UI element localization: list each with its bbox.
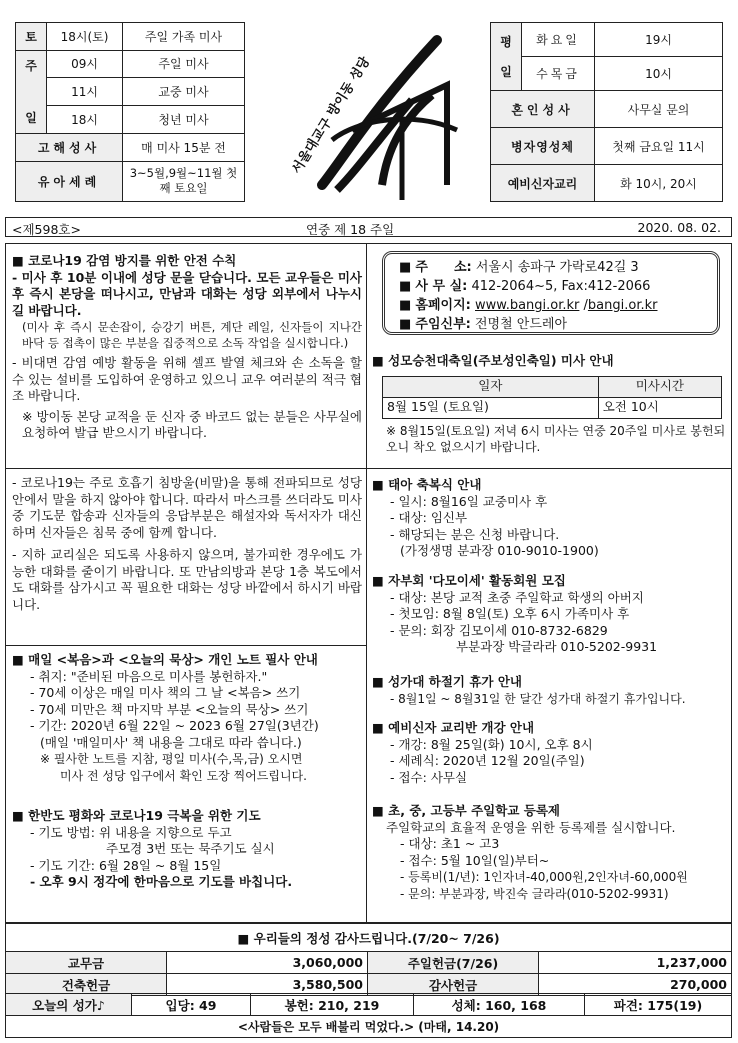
list-item: - 대상: 임신부 xyxy=(390,510,468,525)
scripture-verse: <사람들은 모두 배불리 먹었다.> (마태, 14.20) xyxy=(6,1016,732,1038)
website-link[interactable]: www.bangi.or.kr xyxy=(475,298,580,313)
section-title: ■ 태아 축복식 안내 xyxy=(372,477,482,492)
list-item: - 세례식: 2020년 12월 20일(주일) xyxy=(390,753,585,768)
baptism-label: 유아세례 xyxy=(16,161,123,201)
divider xyxy=(366,468,732,469)
office-line: ■ 사 무 실: 412-2064~5, Fax:412-2066 xyxy=(399,279,651,294)
list-item: - 접수: 5월 10일(일)부터~ xyxy=(400,852,550,868)
table-header: 미사시간 xyxy=(598,376,721,397)
list-item: - 문의: 부분과장, 박진숙 글라라(010-5202-9931) xyxy=(400,886,669,901)
section-title: ■ 성모승천대축일(주보성인축일) 미사 안내 xyxy=(372,353,614,368)
list-item: (가정생명 분과장 010-9010-1900) xyxy=(400,543,599,558)
weekday-day: 화요일 xyxy=(522,23,595,57)
mass-time: 18시 xyxy=(47,106,123,134)
table-header: 일자 xyxy=(383,376,599,397)
confession-label: 고해성사 xyxy=(16,134,123,162)
issue-bar xyxy=(5,217,732,237)
list-item: 부분과장 박글라라 010-5202-9931 xyxy=(456,639,658,654)
weekday-day: 수목금 xyxy=(522,57,595,91)
hymn-table xyxy=(5,993,732,1038)
marriage-label: 혼인성사 xyxy=(491,91,595,128)
hymn-label: 오늘의 성가♪ xyxy=(6,994,132,1016)
list-item: - 오후 9시 정각에 한마음으로 기도를 바칩니다. xyxy=(30,874,293,889)
list-item: - 취지: "준비된 마음으로 미사를 봉헌하자." xyxy=(30,668,268,684)
offering-label: 교무금 xyxy=(6,952,167,974)
feast-section xyxy=(372,353,727,455)
list-item: - 첫모임: 8월 8일(토) 오후 6시 가족미사 후 xyxy=(390,606,630,621)
list-item: - 문의: 회장 김모이세 010-8732-6829 xyxy=(390,622,608,638)
section-title: ■ 매일 <복음>과 <오늘의 묵상> 개인 노트 필사 안내 xyxy=(12,652,318,667)
logo-text: 서울대교구 방이동 성당 xyxy=(289,54,374,177)
address-line: ■ 주 소: 서울시 송파구 가락로42길 3 xyxy=(399,260,639,275)
offering-amount: 1,237,000 xyxy=(539,952,732,974)
list-item: - 일시: 8월16일 교중미사 후 xyxy=(390,493,548,509)
pastor-line: ■ 주임신부: 전명철 안드레아 xyxy=(399,317,568,332)
sick-communion-label: 병자영성체 xyxy=(491,128,595,165)
list-item: - 접수: 사무실 xyxy=(390,769,468,785)
list-item: 주모경 3번 또는 묵주기도 실시 xyxy=(106,841,275,856)
liturgical-week: 연중 제 18 주일 xyxy=(306,222,395,237)
mass-name: 주일 가족 미사 xyxy=(123,23,245,51)
list-item: - 70세 이상은 매일 미사 책의 그 날 <복음> 쓰기 xyxy=(30,685,301,700)
hymn-entrance: 입당: 49 xyxy=(132,994,251,1016)
mass-name: 주일 미사 xyxy=(123,50,245,78)
hymn-recessional: 파견: 175(19) xyxy=(585,994,732,1016)
section-title: ■ 한반도 평화와 코로나19 극복을 위한 기도 xyxy=(12,808,261,823)
hymn-offertory: 봉헌: 210, 219 xyxy=(251,994,414,1016)
offering-title: ■ 우리들의 정성 감사드립니다.(7/20~ 7/26) xyxy=(6,924,732,952)
issue-date: 2020. 08. 02. xyxy=(637,220,721,235)
list-item: - 대상: 본당 교적 초중 주일학교 학생의 아버지 xyxy=(390,589,644,605)
section-title: ■ 초, 중, 고등부 주일학교 등록제 xyxy=(372,803,560,818)
section-title: ■ 코로나19 감염 방지를 위한 안전 수칙 xyxy=(12,253,237,268)
column-divider xyxy=(366,243,367,923)
fetus-blessing-section xyxy=(372,477,727,560)
list-item: ※ 필사한 노트를 지참, 평일 미사(수,목,금) 오시면 xyxy=(40,752,303,766)
hymn-communion: 성체: 160, 168 xyxy=(414,994,585,1016)
list-item: 미사 전 성당 입구에서 확인 도장 찍어드립니다. xyxy=(60,768,307,783)
list-item: - 8월1일 ~ 8월31일 한 달간 성가대 하절기 휴가입니다. xyxy=(390,691,686,706)
feast-note: ※ 8월15일(토요일) 저녁 6시 미사는 연중 20주일 미사로 봉헌되오니 착오 없으시기 바랍니다. xyxy=(386,423,726,454)
section-title: ■ 성가대 하절기 휴가 안내 xyxy=(372,674,522,689)
marriage-value: 사무실 문의 xyxy=(595,91,723,128)
list-item: - 개강: 8월 25일(화) 10시, 오후 8시 xyxy=(390,736,593,752)
list-item: - 등록비(1/년): 1인자녀-40,000원,2인자녀-60,000원 xyxy=(400,870,688,884)
rule-text: - 지하 교리실은 되도록 사용하지 않으며, 불가피한 경우에도 가능한 대화를 줄이기 바랍니다. 또 만남의방과 본당 1층 복도에서도 대화를 삼가시고 꼭 필요한 대화는 성당 바깥에서 하시기 바랍니다. xyxy=(12,547,362,612)
rule-note: (미사 후 즉시 문손잡이, 승강기 버튼, 계단 레일, 신자들이 지나간 바닥 등 접촉이 많은 부분을 집중적으로 소독 작업을 실시합니다.) xyxy=(22,320,362,350)
offering-label: 감사헌금 xyxy=(368,974,539,996)
catechumen-label: 예비신자교리 xyxy=(491,165,595,202)
list-item: - 기도 기간: 6월 28일 ~ 8월 15일 xyxy=(30,857,222,873)
sunday-school-section xyxy=(372,803,727,902)
safety-rules-section xyxy=(12,253,362,442)
issue-number: <제598호> xyxy=(12,222,81,237)
sunday-label: 주 일 xyxy=(16,50,47,134)
choir-section xyxy=(372,674,727,707)
divider xyxy=(5,468,366,469)
mass-name: 교중 미사 xyxy=(123,78,245,106)
website-link-2[interactable]: bangi.or.kr xyxy=(587,298,658,313)
catechumen-value: 화 10시, 20시 xyxy=(595,165,723,202)
weekday-table xyxy=(490,22,723,202)
table-cell: 오전 10시 xyxy=(598,397,721,418)
offering-table xyxy=(5,923,732,996)
prayer-section xyxy=(12,808,362,891)
baptism-value: 3~5월,9월~11월 첫째 토요일 xyxy=(123,161,245,201)
offering-amount: 270,000 xyxy=(539,974,732,996)
list-item: - 기도 방법: 위 내용을 지향으로 두고 xyxy=(30,824,232,840)
list-item: - 70세 미만은 책 마지막 부분 <오늘의 묵상> 쓰기 xyxy=(30,701,309,717)
weekday-label: 평 일 xyxy=(491,23,522,91)
offering-amount: 3,580,500 xyxy=(167,974,368,996)
fathers-club-section xyxy=(372,573,727,656)
website-line: ■ 홈페이지: www.bangi.or.kr /bangi.or.kr xyxy=(399,298,658,313)
mass-time: 18시(토) xyxy=(47,23,123,51)
feast-table xyxy=(382,376,722,419)
divider xyxy=(5,645,366,646)
rule-note: ※ 방이동 본당 교적을 둔 신자 중 바코드 없는 분들은 사무실에 요청하여 발급 받으시기 바랍니다. xyxy=(22,408,363,440)
section-title: ■ 자부회 '다모이세' 활동회원 모집 xyxy=(372,573,566,588)
offering-amount: 3,060,000 xyxy=(167,952,368,974)
mass-time: 09시 xyxy=(47,50,123,78)
rule-text: - 비대면 감염 예방 활동을 위해 셀프 발열 체크와 손 소독을 할 수 있는 설비를 도입하여 운영하고 있으니 교우 여러분의 적극 협조 바랍니다. xyxy=(12,355,362,403)
weekday-time: 19시 xyxy=(595,23,723,57)
list-item: - 기간: 2020년 6월 22일 ~ 2023 6월 27일(3년간) xyxy=(30,718,319,733)
sick-communion-value: 첫째 금요일 11시 xyxy=(595,128,723,165)
confession-value: 매 미사 15분 전 xyxy=(123,134,245,162)
school-intro: 주일학교의 효율적 운영을 위한 등록제를 실시합니다. xyxy=(386,819,676,835)
mass-time: 11시 xyxy=(47,78,123,106)
transcription-section xyxy=(12,652,362,784)
offering-label: 건축헌금 xyxy=(6,974,167,996)
list-item: - 대상: 초1 ~ 고3 xyxy=(400,836,500,851)
table-cell: 8월 15일 (토요일) xyxy=(383,397,599,418)
section-title: ■ 예비신자 교리반 개강 안내 xyxy=(372,720,535,735)
parish-logo xyxy=(262,10,477,210)
safety-rules-section-2 xyxy=(12,475,362,613)
list-item: (매일 '매일미사' 책 내용을 그대로 따라 씁니다.) xyxy=(40,734,302,750)
catechism-section xyxy=(372,720,727,786)
saturday-label: 토 xyxy=(16,23,47,51)
list-item: - 해당되는 분은 신청 바랍니다. xyxy=(390,526,560,542)
sunday-mass-table xyxy=(15,22,245,202)
parish-info-box xyxy=(382,251,720,335)
mass-name: 청년 미사 xyxy=(123,106,245,134)
weekday-time: 10시 xyxy=(595,57,723,91)
rule-text: - 코로나19는 주로 호흡기 침방울(비말)을 통해 전파되므로 성당 안에서 말을 하지 않아야 합니다. 따라서 마스크를 쓰더라도 미사 중 기도문 합송과 신자들의 응답부분은 해설자와 독서자가 대신하며 신자들은 침묵 중에 함께 합니다. xyxy=(12,475,362,540)
rule-text: - 미사 후 10분 이내에 성당 문을 닫습니다. 모든 교우들은 미사 후 즉시 본당을 떠나시고, 만남과 대화는 성당 외부에서 나누시길 바랍니다. xyxy=(12,269,362,318)
offering-label: 주일헌금(7/26) xyxy=(368,952,539,974)
